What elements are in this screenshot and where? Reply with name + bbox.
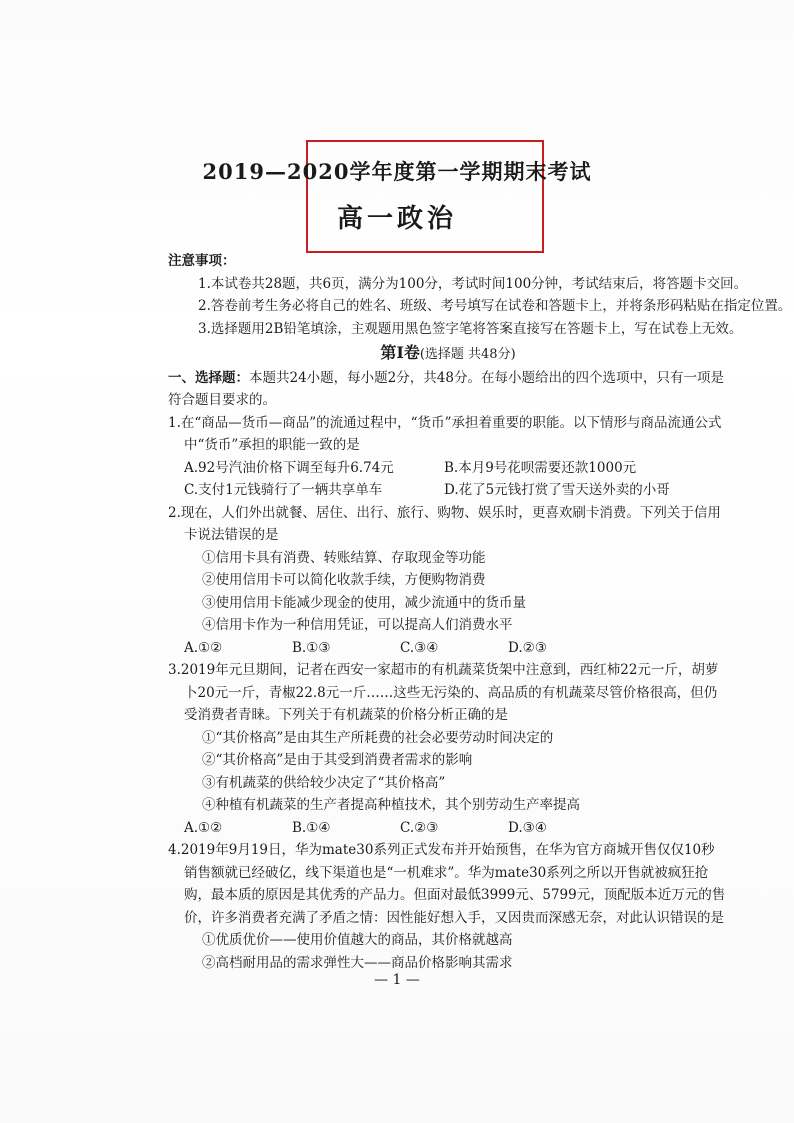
note-item: 1.本试卷共28题，共6页，满分为100分，考试时间100分钟，考试结束后，将答题卡交回。 — [198, 275, 748, 292]
question-1-option-a: A.92号汽油价格下调至每升6.74元 — [184, 459, 394, 476]
question-2-option-b: B.①③ — [292, 639, 331, 656]
question-2-statement: ②使用信用卡可以简化收款手续，方便购物消费 — [202, 572, 486, 588]
note-item: 2.答卷前考生务必将自己的姓名、班级、考号填写在试卷和答题卡上，并将条形码粘贴在指定位置。 — [198, 298, 792, 314]
exam-content — [168, 250, 792, 974]
question-4-statement: ①优质优价——使用价值越大的商品，其价格就越高 — [202, 932, 513, 948]
section-subtitle: (选择题 共48分) — [419, 347, 516, 362]
question-1-option-c: C.支付1元钱骑行了一辆共享单车 — [184, 482, 383, 498]
question-2-option-a: A.①② — [184, 639, 223, 656]
question-2-stem: 2.现在，人们外出就餐、居住、出行、旅行、购物、娱乐时，更喜欢刷卡消费。下列关于信用卡说法错误的是 — [168, 504, 721, 543]
notes-heading: 注意事项： — [168, 253, 236, 269]
question-3-statement: ①“其价格高”是由其生产所耗费的社会必要劳动时间决定的 — [202, 729, 554, 746]
question-1-options-row-1 — [168, 457, 728, 480]
question-2-option-c: C.③④ — [400, 639, 439, 656]
question-2-options — [168, 637, 728, 660]
question-4-stem: 4.2019年9月19日，华为mate30系列正式发布并开始预售，在华为官方商城开售仅仅10秒销售额就已经破亿，线下渠道也是“一机难求”。华为mate30系列之所以开售就被疯狂抢购，最本质的原因是其优秀的产品力。但面对最低3999元、5799元，顶配版本近万元的售价，许多消费者充满了矛盾之情：因性能好想入手，又因贵而深感无奈，对此认识错误的是 — [168, 842, 726, 926]
question-3-statement: ③有机蔬菜的供给较少决定了“其价格高” — [202, 774, 446, 791]
question-3-statement: ②“其价格高”是由于其受到消费者需求的影响 — [202, 752, 473, 768]
question-2-statement: ①信用卡具有消费、转账结算、存取现金等功能 — [202, 549, 486, 566]
section-intro-label: 一、选择题： — [168, 369, 249, 386]
subject-title: 高一政治 — [336, 204, 457, 234]
section-intro-text: 本题共24小题，每小题2分，共48分。在每小题给出的四个选项中，只有一项是符合题目要求的。 — [168, 369, 724, 408]
question-2-option-d: D.②③ — [508, 639, 547, 656]
question-3-option-b: B.①④ — [292, 819, 331, 836]
question-2-statement: ④信用卡作为一种信用凭证，可以提高人们消费水平 — [202, 617, 513, 633]
question-3-option-c: C.②③ — [400, 819, 439, 836]
question-1-stem: 1.在“商品—货币—商品”的流通过程中，“货币”承担着重要的职能。以下情形与商品流通公式中“货币”承担的职能一致的是 — [168, 414, 722, 453]
exam-title: 2019—2020学年度第一学期期末考试 — [202, 159, 592, 184]
question-1-options-row-2 — [168, 479, 728, 502]
question-1-option-b: B.本月9号花呗需要还款1000元 — [444, 459, 637, 476]
note-item: 3.选择题用2B铅笔填涂，主观题用黑色签字笔将答案直接写在答题卡上，写在试卷上无效。 — [198, 320, 743, 337]
question-3-option-a: A.①② — [184, 819, 223, 836]
section-title — [168, 342, 728, 367]
question-3-options — [168, 817, 728, 840]
question-3-option-d: D.③④ — [508, 819, 547, 836]
question-3-stem: 3.2019年元旦期间，记者在西安一家超市的有机蔬菜货架中注意到，西红柿22元一斤，胡萝卜20元一斤，青椒22.8元一斤……这些无污染的、高品质的有机蔬菜尽管价格很高，但仍受消费者青睐。下列关于有机蔬菜的价格分析正确的是 — [168, 662, 719, 723]
section-title-main: 第Ⅰ卷 — [380, 343, 420, 362]
question-1-option-d: D.花了5元钱打赏了雪天送外卖的小哥 — [444, 482, 670, 498]
question-2-statement: ③使用信用卡能减少现金的使用，减少流通中的货币量 — [202, 594, 526, 611]
question-4-statement: ②高档耐用品的需求弹性大——商品价格影响其需求 — [202, 954, 513, 971]
question-3-statement: ④种植有机蔬菜的生产者提高种植技术，其个别劳动生产率提高 — [202, 797, 580, 813]
section-intro — [168, 367, 728, 412]
page-number: — 1 — — [374, 972, 420, 988]
